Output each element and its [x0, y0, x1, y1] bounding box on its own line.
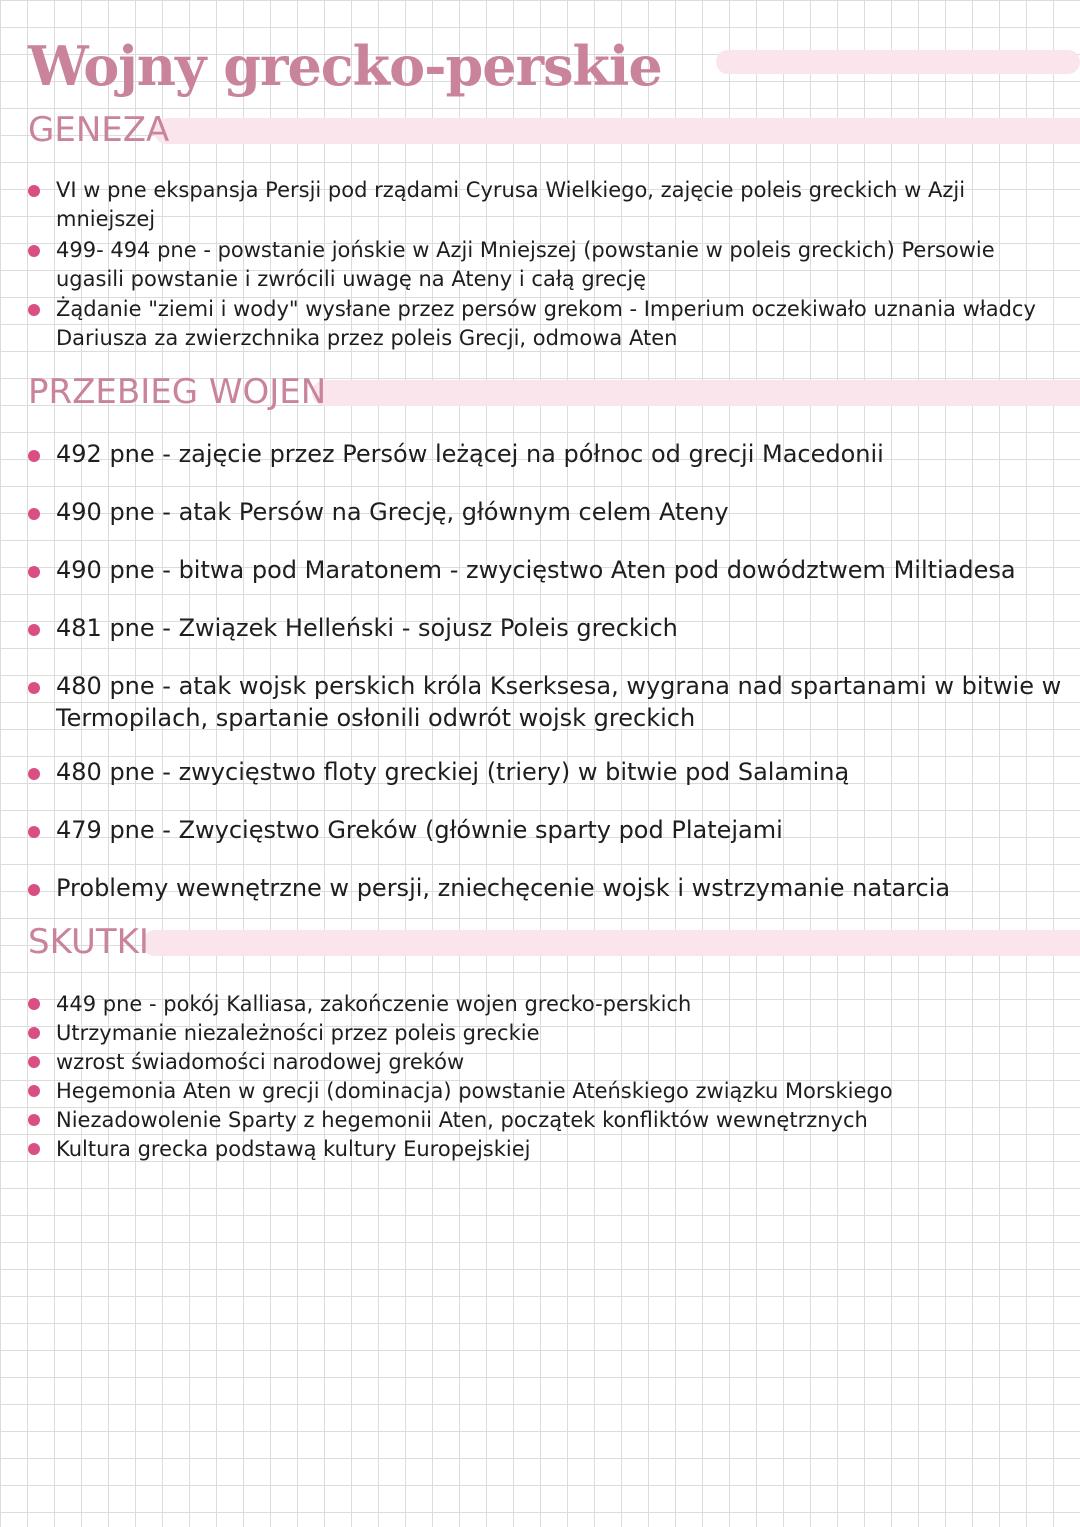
bullet-dot-icon	[28, 682, 40, 694]
list-item-text: 449 pne - pokój Kalliasa, zakończenie wojen grecko-perskich	[56, 992, 692, 1016]
list-item-text: Kultura grecka podstawą kultury Europejskiej	[56, 1137, 531, 1161]
bullet-dot-icon	[28, 508, 40, 520]
bullet-dot-icon	[28, 1085, 40, 1097]
bullet-dot-icon	[28, 245, 40, 257]
list-item	[56, 612, 1068, 644]
bullet-dot-icon	[28, 304, 40, 316]
bullet-dot-icon	[28, 185, 40, 197]
list-item-text: 480 pne - atak wojsk perskich króla Kserksesa, wygrana nad spartanami w bitwie w Termopilach, spartanie osłonili odwrót wojsk greckich	[56, 672, 1062, 732]
bullet-dot-icon	[28, 566, 40, 578]
list-item	[56, 990, 1068, 1018]
list-item	[56, 1048, 1068, 1076]
list-item-text: Hegemonia Aten w grecji (dominacja) powstanie Ateńskiego związku Morskiego	[56, 1079, 893, 1103]
section-heading-skutki: SKUTKI	[28, 922, 149, 962]
list-item	[56, 872, 1068, 904]
list-item	[56, 295, 1068, 353]
list-item	[56, 236, 1068, 294]
list-item-text: 481 pne - Związek Helleński - sojusz Poleis greckich	[56, 614, 678, 642]
list-item	[56, 756, 1068, 788]
bullet-dot-icon	[28, 450, 40, 462]
list-item	[56, 496, 1068, 528]
list-item-text: 490 pne - bitwa pod Maratonem - zwycięstwo Aten pod dowództwem Miltiadesa	[56, 556, 1016, 584]
bullet-dot-icon	[28, 624, 40, 636]
list-item-text: 492 pne - zajęcie przez Persów leżącej na północ od grecji Macedonii	[56, 440, 884, 468]
list-item	[56, 814, 1068, 846]
przebieg-highlight-bar	[312, 380, 1080, 406]
list-item-text: 479 pne - Zwycięstwo Greków (głównie sparty pod Platejami	[56, 816, 783, 844]
bullet-dot-icon	[28, 1114, 40, 1126]
bullet-dot-icon	[28, 826, 40, 838]
section-heading-geneza: GENEZA	[28, 110, 170, 150]
bullet-dot-icon	[28, 768, 40, 780]
list-item	[56, 176, 1068, 234]
list-item-text: Niezadowolenie Sparty z hegemonii Aten, początek konfliktów wewnętrznych	[56, 1108, 868, 1132]
list-item	[56, 438, 1068, 470]
list-item-text: Utrzymanie niezależności przez poleis greckie	[56, 1021, 540, 1045]
geneza-highlight-bar	[154, 118, 1080, 144]
page-title: Wojny grecko-perskie	[28, 34, 662, 98]
bullet-dot-icon	[28, 1056, 40, 1068]
list-item-text: 490 pne - atak Persów na Grecję, głównym celem Ateny	[56, 498, 729, 526]
list-item	[56, 1019, 1068, 1047]
list-item-text: 499- 494 pne - powstanie jońskie w Azji Mniejszej (powstanie w poleis greckich) Persowie ugasili powstanie i zwrócili uwagę na Ateny i całą grecję	[56, 238, 995, 291]
list-item	[56, 1135, 1068, 1163]
title-highlight-bar	[716, 50, 1080, 74]
list-item	[56, 554, 1068, 586]
list-item-text: Problemy wewnętrzne w persji, zniechęcenie wojsk i wstrzymanie natarcia	[56, 874, 951, 902]
bullet-dot-icon	[28, 998, 40, 1010]
bullet-dot-icon	[28, 1143, 40, 1155]
skutki-highlight-bar	[142, 930, 1080, 956]
list-item-text: VI w pne ekspansja Persji pod rządami Cyrusa Wielkiego, zajęcie poleis greckich w Azji mniejszej	[56, 178, 966, 231]
list-item	[56, 670, 1068, 734]
section-heading-przebieg: PRZEBIEG WOJEN	[28, 372, 327, 412]
list-item-text: Żądanie "ziemi i wody" wysłane przez persów grekom - Imperium oczekiwało uznania władcy Dariusza za zwierzchnika przez poleis Grecji, odmowa Aten	[56, 297, 1036, 350]
list-item	[56, 1106, 1068, 1134]
bullet-dot-icon	[28, 1027, 40, 1039]
list-item-text: 480 pne - zwycięstwo floty greckiej (triery) w bitwie pod Salaminą	[56, 758, 850, 786]
bullet-dot-icon	[28, 884, 40, 896]
list-item-text: wzrost świadomości narodowej greków	[56, 1050, 465, 1074]
list-item	[56, 1077, 1068, 1105]
